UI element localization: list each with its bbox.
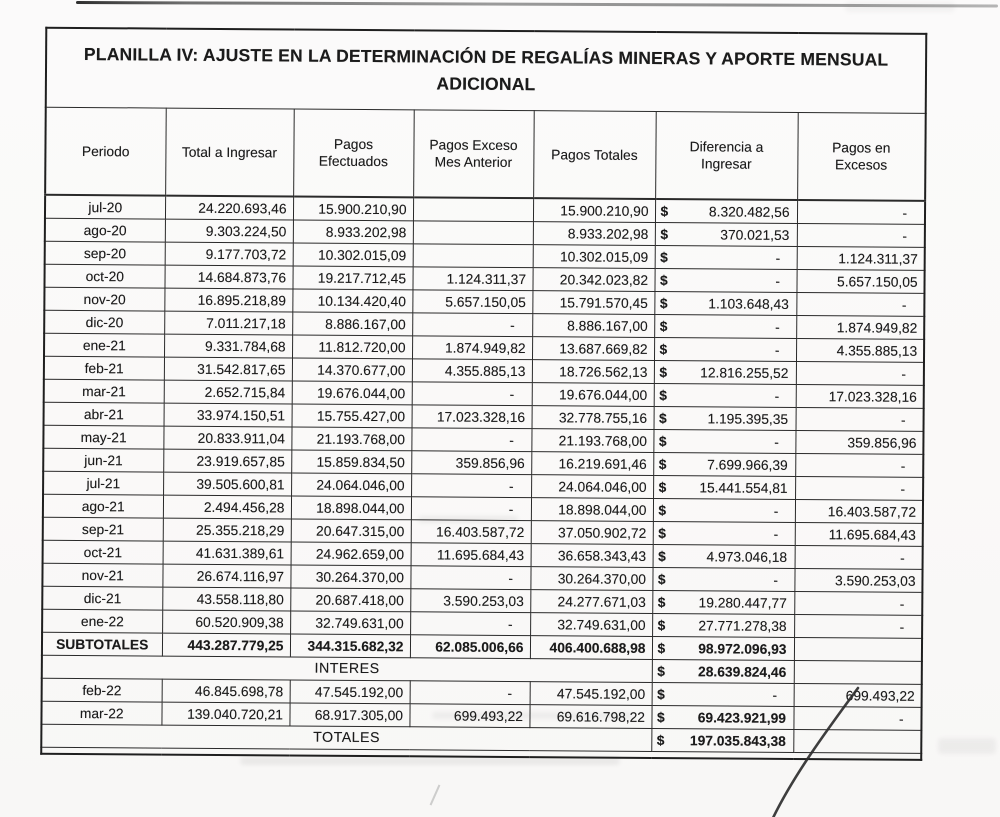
cell-diferencia-a-ingresar <box>652 567 794 591</box>
cell-diferencia-a-ingresar <box>652 659 794 683</box>
cell-total-a-ingresar: 14.684.873,76 <box>164 265 292 289</box>
cell-pagos-totales: 36.658.343,43 <box>531 544 653 568</box>
currency-symbol: $ <box>659 387 667 403</box>
cell-pagos-efectuados: 18.898.044,00 <box>291 496 411 520</box>
cell-periodo: mar-22 <box>41 701 161 725</box>
cell-pagos-efectuados: 14.370.677,00 <box>292 358 412 382</box>
cell-pagos-exceso-mes-anterior: - <box>412 382 532 406</box>
diferencia-value: 7.699.966,39 <box>707 456 788 473</box>
cell-pagos-totales: 20.342.023,82 <box>532 268 654 292</box>
cell-diferencia-a-ingresar <box>652 682 794 706</box>
cell-diferencia-a-ingresar <box>653 475 795 499</box>
cell-pagos-en-excesos <box>793 729 921 753</box>
cell-pagos-en-excesos: 359.856,96 <box>795 430 923 454</box>
scan-smudge <box>938 738 996 754</box>
currency-symbol: $ <box>659 318 668 334</box>
diferencia-value: - <box>775 250 781 266</box>
cell-pagos-exceso-mes-anterior: 1.124.311,37 <box>412 267 532 291</box>
cell-pagos-exceso-mes-anterior: - <box>410 681 530 705</box>
cell-diferencia-a-ingresar <box>652 636 794 660</box>
diferencia-value: 69.423.921,99 <box>697 709 787 726</box>
diferencia-value: 28.639.824,46 <box>698 663 787 680</box>
currency-symbol: $ <box>658 502 667 518</box>
cell-pagos-exceso-mes-anterior <box>413 221 533 245</box>
cell-pagos-totales: 37.050.902,72 <box>531 521 653 545</box>
cell-total-a-ingresar: 9.303.224,50 <box>165 219 293 243</box>
cell-total-a-ingresar: 20.833.911,04 <box>163 426 291 450</box>
cell-pagos-exceso-mes-anterior: 3.590.253,03 <box>410 589 530 613</box>
cell-pagos-exceso-mes-anterior <box>413 197 533 221</box>
cell-total-a-ingresar: 23.919.657,85 <box>163 449 291 473</box>
cell-pagos-en-excesos: - <box>797 200 925 224</box>
cell-diferencia-a-ingresar <box>654 337 796 361</box>
cell-diferencia-a-ingresar <box>654 291 796 315</box>
cell-diferencia-a-ingresar <box>652 613 794 637</box>
currency-symbol: $ <box>658 525 667 541</box>
diferencia-value: 4.973.046,18 <box>706 548 788 565</box>
cell-total-a-ingresar: 41.631.389,61 <box>163 541 291 565</box>
cell-pagos-en-excesos: 699.493,22 <box>794 683 922 707</box>
cell-pagos-totales: 32.749.631,00 <box>530 613 652 637</box>
cell-pagos-en-excesos: 1.874.949,82 <box>796 315 924 339</box>
cell-pagos-efectuados: 19.217.712,45 <box>292 266 412 290</box>
cell-total-a-ingresar: 46.845.698,78 <box>162 679 290 703</box>
cell-pagos-en-excesos: 17.023.328,16 <box>796 384 924 408</box>
cell-pagos-efectuados: 8.933.202,98 <box>293 220 413 244</box>
cell-pagos-en-excesos: - <box>793 706 921 730</box>
cell-pagos-efectuados: 10.134.420,40 <box>292 289 412 313</box>
cell-pagos-efectuados: 32.749.631,00 <box>290 611 410 635</box>
cell-diferencia-a-ingresar <box>653 498 795 522</box>
cell-pagos-totales: 30.264.370,00 <box>530 567 652 591</box>
cell-pagos-efectuados: 30.264.370,00 <box>290 565 410 589</box>
diferencia-value: - <box>774 388 780 404</box>
cell-periodo: feb-21 <box>44 356 164 380</box>
column-header-pagos-exceso-mes-anterior: Pagos Exceso Mes Anterior <box>413 110 534 198</box>
cell-pagos-exceso-mes-anterior: 62.085.006,66 <box>410 635 530 659</box>
diferencia-value: 27.771.278,38 <box>698 617 787 634</box>
cell-pagos-efectuados: 20.687.418,00 <box>290 588 410 612</box>
cell-periodo: ene-21 <box>44 333 164 357</box>
diferencia-value: - <box>773 572 779 588</box>
cell-pagos-totales: 10.302.015,09 <box>533 245 655 269</box>
cell-diferencia-a-ingresar <box>654 406 796 430</box>
cell-pagos-exceso-mes-anterior: - <box>411 474 531 498</box>
cell-periodo: jul-21 <box>43 471 163 495</box>
cell-diferencia-a-ingresar <box>651 705 793 729</box>
column-header-diferencia-a-ingresar: Diferencia a Ingresar <box>655 112 798 200</box>
cell-pagos-totales: 19.676.044,00 <box>532 383 654 407</box>
diferencia-value: 197.035.843,38 <box>689 732 786 749</box>
currency-symbol: $ <box>656 709 665 725</box>
diferencia-value: - <box>772 687 778 703</box>
currency-symbol: $ <box>658 456 667 472</box>
cell-pagos-efectuados: 11.812.720,00 <box>292 335 412 359</box>
diferencia-value: 1.103.648,43 <box>708 295 789 312</box>
label-interes: INTERES <box>42 655 652 682</box>
cell-total-a-ingresar: 2.494.456,28 <box>163 495 291 519</box>
cell-periodo: ago-21 <box>43 494 163 518</box>
cell-pagos-totales: 18.898.044,00 <box>531 498 653 522</box>
cell-pagos-exceso-mes-anterior <box>413 244 533 268</box>
cell-pagos-exceso-mes-anterior: - <box>412 313 532 337</box>
diferencia-value: - <box>774 434 779 450</box>
cell-pagos-en-excesos: - <box>794 591 922 615</box>
cell-periodo: jul-20 <box>45 195 165 219</box>
cell-pagos-efectuados: 8.886.167,00 <box>292 312 412 336</box>
currency-symbol: $ <box>657 617 666 633</box>
cell-diferencia-a-ingresar <box>655 245 797 269</box>
cell-periodo: jun-21 <box>43 448 163 472</box>
cell-pagos-totales: 69.616.798,22 <box>529 705 651 729</box>
cell-total-a-ingresar: 39.505.600,81 <box>163 472 291 496</box>
cell-periodo: abr-21 <box>44 402 164 426</box>
cell-pagos-totales: 15.900.210,90 <box>533 198 655 222</box>
column-header-pagos-efectuados: Pagos Efectuados <box>293 109 414 197</box>
cell-total-a-ingresar: 26.674.116,97 <box>162 564 290 588</box>
cell-pagos-en-excesos: - <box>796 292 924 316</box>
header-row <box>45 107 926 201</box>
table-body <box>41 195 925 760</box>
cell-pagos-exceso-mes-anterior: 4.355.885,13 <box>412 359 532 383</box>
cell-pagos-exceso-mes-anterior: 1.874.949,82 <box>412 336 532 360</box>
cell-pagos-exceso-mes-anterior: - <box>410 612 530 636</box>
cell-diferencia-a-ingresar <box>655 223 797 247</box>
table-title-line1: PLANILLA IV: AJUSTE EN LA DETERMINACIÓN DE REGALÍAS MINERAS Y APORTE MENSUAL <box>83 44 889 70</box>
cell-pagos-efectuados: 19.676.044,00 <box>292 381 412 405</box>
cell-periodo: oct-21 <box>43 540 163 564</box>
currency-symbol: $ <box>660 249 668 265</box>
cell-diferencia-a-ingresar <box>653 452 795 476</box>
cell-pagos-en-excesos: 3.590.253,03 <box>794 568 922 592</box>
cell-pagos-efectuados: 10.302.015,09 <box>293 243 413 267</box>
cell-pagos-totales: 406.400.688,98 <box>530 636 652 660</box>
cell-pagos-en-excesos: - <box>796 361 924 385</box>
column-header-periodo: Periodo <box>45 107 166 195</box>
cell-total-a-ingresar: 31.542.817,65 <box>164 357 292 381</box>
currency-symbol: $ <box>659 341 668 357</box>
cell-pagos-totales: 32.778.755,16 <box>532 406 654 430</box>
currency-symbol: $ <box>659 295 668 311</box>
table-title <box>46 28 927 114</box>
cell-pagos-en-excesos: - <box>797 223 925 247</box>
cell-pagos-totales: 24.064.046,00 <box>531 475 653 499</box>
cell-periodo: ago-20 <box>45 218 165 242</box>
cell-total-a-ingresar: 9.177.703,72 <box>165 242 293 266</box>
cell-pagos-efectuados: 15.755.427,00 <box>292 404 412 428</box>
currency-symbol: $ <box>657 571 666 587</box>
currency-symbol: $ <box>660 272 668 288</box>
cell-total-a-ingresar: 60.520.909,38 <box>162 610 290 634</box>
cell-diferencia-a-ingresar <box>654 383 796 407</box>
currency-symbol: $ <box>656 732 665 748</box>
cell-periodo: dic-21 <box>42 586 162 610</box>
cell-pagos-en-excesos: 16.403.587,72 <box>795 499 923 523</box>
cell-total-a-ingresar: 2.652.715,84 <box>164 380 292 404</box>
diferencia-value: - <box>773 526 779 542</box>
cell-diferencia-a-ingresar <box>655 199 797 223</box>
cell-diferencia-a-ingresar <box>652 590 794 614</box>
cell-pagos-efectuados: 344.315.682,32 <box>290 634 410 658</box>
cell-diferencia-a-ingresar <box>653 429 795 453</box>
cell-periodo: dic-20 <box>44 310 164 334</box>
cell-pagos-efectuados: 24.064.046,00 <box>291 473 411 497</box>
cell-pagos-efectuados: 20.647.315,00 <box>291 519 411 543</box>
cell-pagos-en-excesos: - <box>794 614 922 638</box>
cell-pagos-en-excesos: - <box>795 453 923 477</box>
cell-pagos-exceso-mes-anterior: 11.695.684,43 <box>411 543 531 567</box>
column-header-pagos-en-excesos: Pagos en Excesos <box>797 112 926 200</box>
cell-pagos-en-excesos: - <box>796 407 924 431</box>
currency-symbol: $ <box>657 594 666 610</box>
diferencia-value: 19.280.447,77 <box>698 594 787 611</box>
diferencia-value: 370.021,53 <box>720 226 790 243</box>
cell-total-a-ingresar: 33.974.150,51 <box>164 403 292 427</box>
diferencia-value: 12.816.255,52 <box>700 364 789 381</box>
cell-pagos-totales: 18.726.562,13 <box>532 360 654 384</box>
currency-symbol: $ <box>658 479 667 495</box>
cell-pagos-exceso-mes-anterior: - <box>411 428 531 452</box>
cell-pagos-exceso-mes-anterior: 17.023.328,16 <box>412 405 532 429</box>
diferencia-value: - <box>774 342 780 358</box>
cell-total-a-ingresar: 139.040.720,21 <box>161 702 289 726</box>
cell-periodo: feb-22 <box>42 678 162 702</box>
column-header-pagos-totales: Pagos Totales <box>533 111 656 199</box>
cell-pagos-en-excesos: 4.355.885,13 <box>796 338 924 362</box>
cell-pagos-efectuados: 15.859.834,50 <box>291 450 411 474</box>
cell-total-a-ingresar: 9.331.784,68 <box>164 334 292 358</box>
cell-periodo: sep-20 <box>45 241 165 265</box>
cell-diferencia-a-ingresar <box>654 360 796 384</box>
cell-diferencia-a-ingresar <box>654 268 796 292</box>
cell-pagos-efectuados: 24.962.659,00 <box>291 542 411 566</box>
cell-pagos-efectuados: 15.900.210,90 <box>293 196 413 220</box>
regalias-adjustment-table <box>40 27 927 761</box>
table-title-line2: ADICIONAL <box>436 73 536 95</box>
cell-total-a-ingresar: 24.220.693,46 <box>165 196 293 220</box>
cell-periodo: mar-21 <box>44 379 164 403</box>
cell-pagos-exceso-mes-anterior: - <box>410 566 530 590</box>
currency-symbol: $ <box>657 663 666 679</box>
diferencia-value: 8.320.482,56 <box>708 203 790 220</box>
cell-pagos-totales: 8.933.202,98 <box>533 222 655 246</box>
cell-pagos-totales: 16.219.691,46 <box>531 452 653 476</box>
cell-total-a-ingresar: 7.011.217,18 <box>164 311 292 335</box>
diferencia-value: - <box>775 273 781 289</box>
cell-pagos-exceso-mes-anterior: 5.657.150,05 <box>412 290 532 314</box>
currency-symbol: $ <box>658 433 667 449</box>
currency-symbol: $ <box>660 226 669 242</box>
cell-pagos-en-excesos: - <box>795 545 923 569</box>
cell-diferencia-a-ingresar <box>651 728 793 752</box>
cell-periodo: may-21 <box>43 425 163 449</box>
cell-pagos-en-excesos: 5.657.150,05 <box>796 269 924 293</box>
currency-symbol: $ <box>657 686 665 702</box>
cell-pagos-en-excesos <box>794 637 922 661</box>
cell-pagos-en-excesos: 1.124.311,37 <box>797 246 925 270</box>
cell-pagos-en-excesos <box>794 660 922 684</box>
cell-pagos-en-excesos: 11.695.684,43 <box>795 522 923 546</box>
cell-pagos-totales: 8.886.167,00 <box>532 314 654 338</box>
diferencia-value: 1.195.395,35 <box>707 410 789 427</box>
cell-periodo: SUBTOTALES <box>42 632 162 656</box>
diferencia-value: 15.441.554,81 <box>699 479 788 496</box>
currency-symbol: $ <box>658 548 666 564</box>
cell-total-a-ingresar: 43.558.118,80 <box>162 587 290 611</box>
cell-periodo: nov-20 <box>44 287 164 311</box>
cell-total-a-ingresar: 25.355.218,29 <box>163 518 291 542</box>
cell-pagos-totales: 24.277.671,03 <box>530 590 652 614</box>
cell-periodo: ene-22 <box>42 609 162 633</box>
cell-periodo: sep-21 <box>43 517 163 541</box>
cell-pagos-totales: 13.687.669,82 <box>532 337 654 361</box>
cell-pagos-exceso-mes-anterior: - <box>411 497 531 521</box>
currency-symbol: $ <box>660 203 669 219</box>
title-row <box>46 28 927 114</box>
cell-total-a-ingresar: 443.287.779,25 <box>162 633 290 657</box>
cell-total-a-ingresar: 16.895.218,89 <box>164 288 292 312</box>
cell-pagos-efectuados: 21.193.768,00 <box>291 427 411 451</box>
cell-pagos-en-excesos: - <box>795 476 923 500</box>
diferencia-value: - <box>773 503 779 519</box>
cell-pagos-exceso-mes-anterior: 16.403.587,72 <box>411 520 531 544</box>
cell-pagos-exceso-mes-anterior: 699.493,22 <box>409 704 529 728</box>
cell-pagos-totales: 21.193.768,00 <box>531 429 653 453</box>
cell-pagos-exceso-mes-anterior: 359.856,96 <box>411 451 531 475</box>
cell-diferencia-a-ingresar <box>653 521 795 545</box>
cell-diferencia-a-ingresar <box>653 544 795 568</box>
currency-symbol: $ <box>657 640 666 656</box>
currency-symbol: $ <box>659 410 667 426</box>
cell-diferencia-a-ingresar <box>654 314 796 338</box>
diferencia-value: 98.972.096,93 <box>698 640 787 657</box>
cell-periodo: oct-20 <box>44 264 164 288</box>
cell-pagos-totales: 47.545.192,00 <box>530 682 652 706</box>
cell-pagos-totales: 15.791.570,45 <box>532 291 654 315</box>
pencil-mark <box>430 785 441 806</box>
cell-pagos-efectuados: 68.917.305,00 <box>289 703 409 727</box>
cell-periodo: nov-21 <box>42 563 162 587</box>
scan-smudge <box>845 2 955 12</box>
diferencia-value: - <box>775 319 780 335</box>
cell-pagos-efectuados: 47.545.192,00 <box>290 680 410 704</box>
currency-symbol: $ <box>659 364 668 380</box>
column-header-total-a-ingresar: Total a Ingresar <box>165 108 294 196</box>
label-totales: TOTALES <box>41 724 651 751</box>
